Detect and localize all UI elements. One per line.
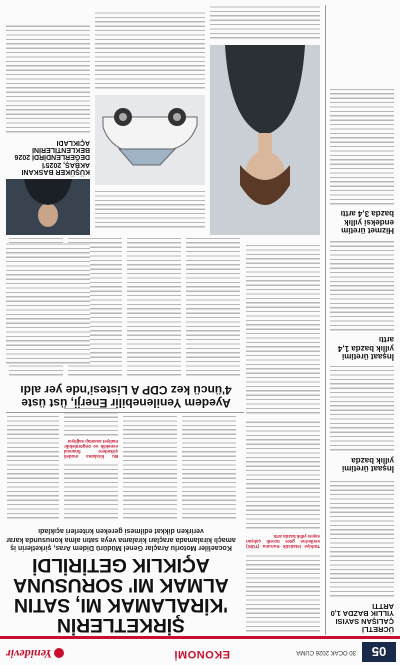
logo-text: Yenidevir bbox=[6, 647, 52, 661]
person-photo bbox=[210, 45, 320, 235]
col2-text-2 bbox=[246, 420, 320, 530]
body-col-b bbox=[123, 416, 177, 520]
left-title-mid: İnşaat üretimi yıllık bazda bbox=[341, 455, 394, 473]
headline-line-4: AÇIKLIK GETİRİLDİ bbox=[32, 554, 210, 576]
issue-date: 30 OCAK 2026 CUMA bbox=[296, 649, 356, 655]
left-column bbox=[330, 86, 394, 633]
car-text-lines bbox=[95, 10, 205, 90]
right-upper-text bbox=[6, 243, 90, 365]
headline-line-3: ALMAK MI' SORUSUNA bbox=[13, 574, 229, 596]
body-col-d bbox=[7, 416, 59, 520]
left-title-bottom: Hizmet üretim endeksi yıllık bazda 3,4 arttı bbox=[340, 209, 394, 235]
sidebar-photo-graphic bbox=[6, 179, 90, 235]
body-col-a bbox=[182, 416, 236, 520]
sidebar-photo bbox=[6, 179, 90, 235]
sidebar-text bbox=[6, 24, 90, 134]
left-title-mid-2: İnşaat üretimi yıllık bazda 1,4 arttı bbox=[337, 335, 394, 362]
headline-body-columns bbox=[6, 407, 236, 520]
photo-caption-lines bbox=[210, 6, 320, 40]
left-text-block-4 bbox=[330, 86, 394, 206]
left-text-block-2 bbox=[330, 366, 394, 452]
banner-rule-top bbox=[6, 412, 244, 413]
headline-line-1: ŞİRKETLERİN bbox=[57, 614, 185, 636]
person-photo-graphic bbox=[210, 45, 320, 235]
body-col-c bbox=[64, 462, 118, 520]
photo-caption-area bbox=[210, 6, 320, 40]
section-title: EKONOMİ bbox=[173, 648, 230, 660]
car-photo-graphic bbox=[95, 95, 205, 185]
col2-text-3 bbox=[246, 245, 320, 415]
headline-line-2: 'KİRALAMAK MI, SATIN bbox=[14, 594, 228, 616]
car-photo bbox=[95, 95, 205, 185]
right-upper-lines bbox=[6, 243, 90, 365]
banner-line-2: 4'üncü kez CDP A Listesi'nde yer aldı bbox=[20, 383, 232, 397]
mid-text bbox=[95, 189, 205, 229]
page-header bbox=[0, 636, 400, 665]
col2-body bbox=[246, 245, 320, 415]
right-sidebar bbox=[6, 24, 90, 235]
mid-text-lines bbox=[95, 189, 205, 229]
column-divider bbox=[325, 5, 326, 635]
col2-text-1 bbox=[246, 553, 320, 633]
banner-headline bbox=[8, 383, 244, 409]
page-number: 05 bbox=[362, 642, 396, 662]
banner-col-b bbox=[127, 237, 181, 377]
sidebar-title: KÜŞÜKER BASKANI AKBAŞ, 2025'İ DEĞERLENDİRDİ 2026 BEKLENTİLERİNİ AÇIKLADI bbox=[14, 138, 90, 175]
newspaper-logo bbox=[6, 646, 64, 661]
main-headline bbox=[6, 526, 236, 635]
mid-highlight: Bu kiralama modeli şirketlere finansal esneklik ve öngörülebilir maliyet avantajı sağlıyor bbox=[64, 439, 118, 459]
headline-subtitle: Kocaeliler Motorlu Araçlar Genel Müdürü Didem Aras, şirketlerin iş amaçlı kiralamada araçları kiralama veya satın alma konusunda karar verirken dikkat edilmesi gereken kriterleri açıkladı bbox=[6, 527, 236, 551]
banner-col-a bbox=[186, 237, 240, 377]
left-text-block bbox=[330, 478, 394, 598]
logo-mark-icon bbox=[54, 648, 64, 658]
left-text-block-3 bbox=[330, 240, 394, 332]
car-caption-text bbox=[95, 10, 205, 90]
banner-line-1: Ayedem Yenilenebilir Enerji, üst üste bbox=[21, 396, 231, 410]
left-highlight: Türkiye İstatistik Kurumu (TÜİK) verilerine göre ücretli çalışan sayısı yıllık bazda arttı bbox=[246, 534, 320, 549]
left-title-top: ÜCRETLİ ÇALIŞAN SAYISI YILLIK BAZDA 1,0 ARTTI bbox=[330, 601, 394, 634]
left-column-2 bbox=[246, 420, 320, 633]
